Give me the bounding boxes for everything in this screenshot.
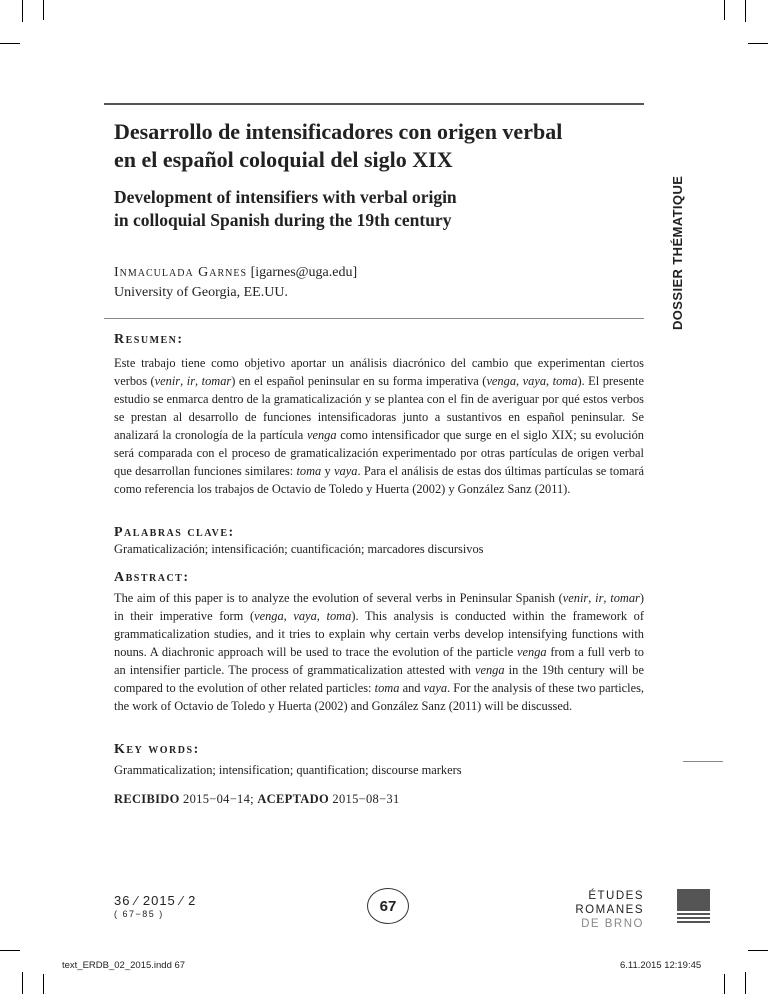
author-affiliation: University of Georgia, EE.UU.	[114, 285, 288, 300]
resumen-heading: Resumen:	[114, 332, 184, 347]
crop-mark	[43, 0, 44, 20]
crop-mark	[22, 0, 23, 22]
author-rule	[104, 318, 644, 319]
crop-mark	[724, 974, 725, 994]
crop-mark	[0, 43, 20, 44]
journal-line: ÉTUDES	[588, 890, 644, 902]
crop-mark	[22, 972, 23, 994]
volume-info: 36 ⁄ 2015 ⁄ 2	[114, 893, 197, 908]
crop-mark	[745, 0, 746, 22]
author-block	[114, 263, 357, 303]
file-slug: text_ERDB_02_2015.indd 67	[62, 960, 186, 971]
journal-logo-icon	[677, 889, 710, 925]
crop-mark	[748, 43, 768, 44]
title-en-line: Development of intensifiers with verbal origin	[114, 187, 457, 207]
author-name: Inmaculada Garnes	[114, 265, 248, 280]
accepted-date: 2015−08−31	[332, 792, 400, 806]
author-email[interactable]: [igarnes@uga.edu]	[250, 265, 358, 280]
title-es-line: en el español coloquial del siglo XIX	[114, 147, 453, 172]
dossier-side-label: DOSSIER THÉMATIQUE	[670, 175, 685, 330]
title-en-line: in colloquial Spanish during the 19th century	[114, 210, 452, 230]
palabras-clave-heading: Palabras clave:	[114, 525, 235, 540]
journal-name	[574, 889, 644, 931]
received-label: RECIBIDO	[114, 792, 180, 806]
page-number: 67	[367, 888, 409, 924]
received-accepted-line	[114, 792, 400, 807]
crop-mark	[43, 974, 44, 994]
key-words-heading: Key words:	[114, 742, 200, 757]
print-timestamp: 6.11.2015 12:19:45	[620, 960, 702, 971]
crop-mark	[745, 972, 746, 994]
accepted-label: ACEPTADO	[257, 792, 329, 806]
article-title-spanish	[114, 118, 634, 174]
key-words-text: Grammaticalization; intensification; quantification; discourse markers	[114, 763, 462, 777]
side-rule	[683, 761, 723, 762]
abstract-heading: Abstract:	[114, 570, 190, 585]
crop-mark	[724, 0, 725, 20]
resumen-text: Este trabajo tiene como objetivo aportar un análisis diacrónico del cambio que experimentan ciertos verbos (venir, ir, tomar) en el español peninsular en su forma imperativa (venga, vaya, toma). El presente estudio se enmarca dentro de la gramaticalización y se plantea con el fin de averiguar por qué estos verbos se prestan al desarrollo de funciones intensificadoras junto a sustantivos en español peninsular. Se analizará la cronología de la partícula venga como intensificador que surge en el siglo XIX; su evolución será comparada con el proceso de gramaticalización experimentado por otras partículas de origen verbal que desarrollan funciones similares: toma y vaya. Para el análisis de estas dos últimas partículas se tomará como referencia los trabajos de Octavio de Toledo y Huerta (2002) y González Sanz (2011).	[114, 356, 644, 496]
received-date: 2015−04−14;	[183, 792, 254, 806]
title-es-line: Desarrollo de intensificadores con origen verbal	[114, 119, 563, 144]
abstract-text: The aim of this paper is to analyze the evolution of several verbs in Peninsular Spanish (venir, ir, tomar) in their imperative form (venga, vaya, toma). This analysis is conducted within the framework of grammaticalization studies, and it tries to explain why certain verbs develop intensifying functions with nouns. A diachronic approach will be used to trace the evolution of the particle venga from a full verb to an intensifier particle. The process of grammaticalization attested with venga in the 19th century will be compared to the evolution of other related particles: toma and vaya. For the analysis of these two particles, the work of Octavio de Toledo y Huerta (2002) and González Sanz (2011) will be discussed.	[114, 591, 644, 713]
crop-mark	[0, 950, 20, 951]
top-rule	[104, 103, 644, 105]
journal-line: ROMANES	[575, 904, 644, 916]
article-title-english	[114, 186, 634, 232]
palabras-clave-text: Gramaticalización; intensificación; cuantificación; marcadores discursivos	[114, 542, 484, 556]
page-range: ( 67−85 )	[114, 909, 164, 919]
journal-line: DE BRNO	[581, 918, 644, 930]
crop-mark	[748, 950, 768, 951]
